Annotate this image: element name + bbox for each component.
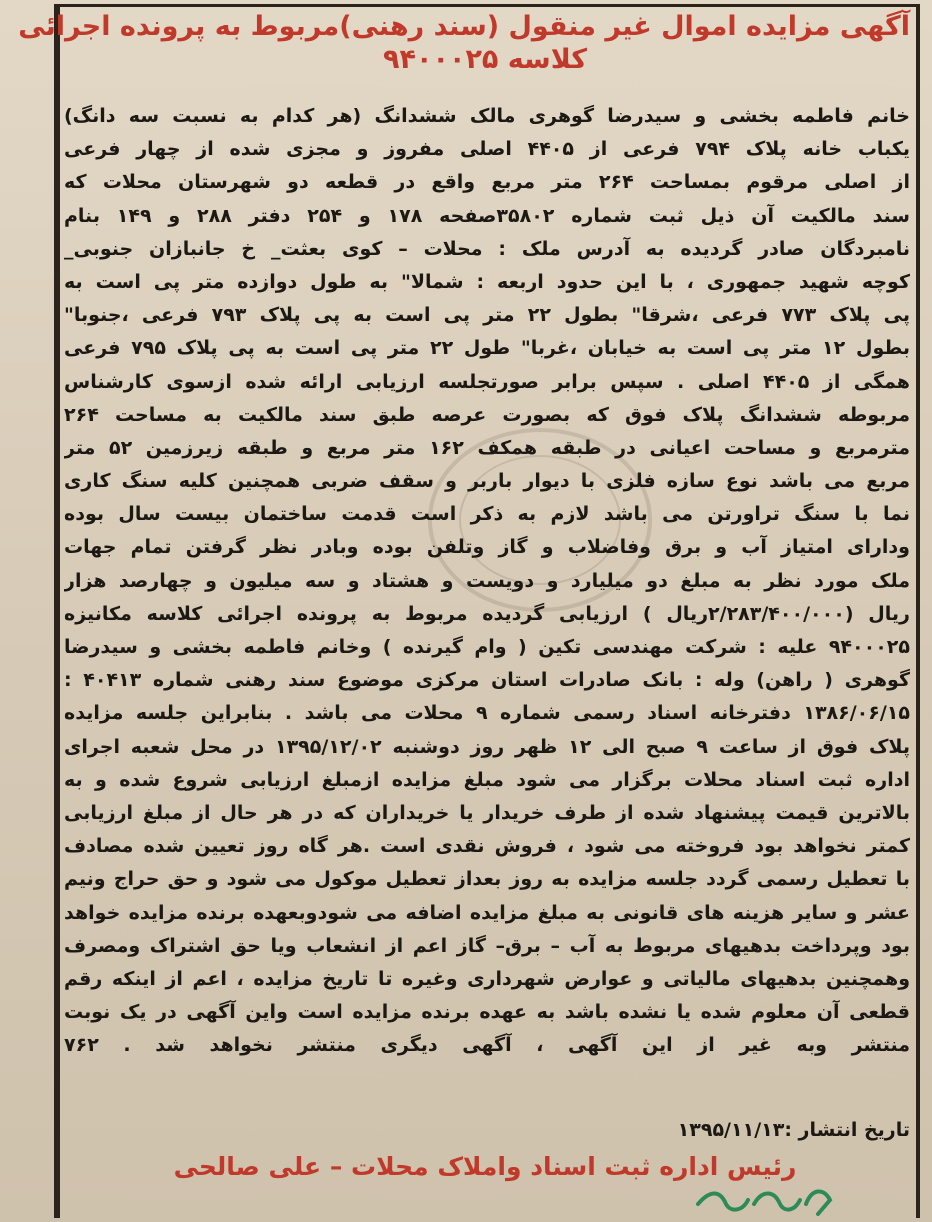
body-line: عشر و سایر هزینه های قانونی به مبلغ مزایده اضافه می شودوبعهده برنده مزایده خواهد [64, 901, 910, 924]
body-line: مترمربع و مساحت اعیانی در طبقه همکف ۱۶۲ متر مربع و طبقه زیرزمین ۵۲ متر [64, 436, 910, 459]
body-line: گوهری ( راهن) وله : بانک صادرات استان مرکزی موضوع سند رهنی شماره ۴۰۴۱۳ : [64, 669, 910, 692]
body-line: قطعی آن معلوم شده یا نشده باشد به عهده برنده مزایده است واین آگهی در یک نوبت [64, 1001, 910, 1024]
body-line: اداره ثبت اسناد محلات برگزار می شود مبلغ مزایده ازمبلغ ارزیابی شروع شده و به [64, 768, 910, 791]
body-line: ۱۳۸۶/۰۶/۱۵ دفترخانه اسناد رسمی شماره ۹ محلات می باشد . بنابراین جلسه مزایده [64, 702, 910, 725]
body-line: ودارای امتیاز آب و برق وفاضلاب و گاز وتلفن بوده وبادر نظر گرفتن تمام جهات [64, 536, 910, 559]
body-line: کمتر نخواهد بود فروخته می شود ، فروش نقدی است .هر گاه روز تعیین شده مصادف [64, 835, 910, 858]
body-line: پی پلاک ۷۷۳ فرعی ،شرقا" بطول ۲۲ متر پی است به پی پلاک ۷۹۳ فرعی ،جنوبا" [64, 304, 910, 327]
body-line: با تعطیل رسمی گردد جلسه مزایده به روز بعداز تعطیل موکول می شود و حق حراج ونیم [64, 868, 910, 891]
notice-body [64, 100, 910, 1062]
body-line: نما با سنگ تراورتن می باشد لازم به ذکر است قدمت ساختمان بیست سال بوده [64, 503, 910, 526]
body-line: مربع می باشد نوع سازه فلزی با دیوار باربر و سقف ضربی همچنین کلیه سنگ کاری [64, 470, 910, 493]
body-line: پلاک فوق از ساعت ۹ صبح الی ۱۲ ظهر روز دوشنبه ۱۳۹۵/۱۲/۰۲ در محل شعبه اجرای [64, 735, 910, 758]
notice-title: آگهی مزایده اموال غیر منقول (سند رهنی)مربوط به پرونده اجرائی [18, 11, 910, 42]
signature-line: رئیس اداره ثبت اسناد واملاک محلات – علی صالحی [173, 1152, 797, 1181]
body-line: منتشر وبه غیر از این آگهی ، آگهی دیگری منتشر نخواهد شد . ۷۶۲ [64, 1034, 910, 1057]
case-number: کلاسه ۹۴۰۰۰۲۵ [383, 44, 587, 75]
body-line: بطول ۱۲ متر پی است به خیابان ،غربا" طول ۲۲ متر پی است به پی پلاک ۷۹۵ فرعی [64, 337, 910, 360]
body-line: همگی از ۴۴۰۵ اصلی . سپس برابر صورتجلسه ارزیابی ارائه شده ازسوی کارشناس [64, 370, 910, 393]
body-line: نامبردگان صادر گردیده به آدرس ملک : محلات – کوی بعثت_ خ جانبازان جنوبی_ [64, 237, 910, 260]
handwritten-number-mark [690, 1160, 840, 1222]
body-line: کوچه شهید جمهوری ، با این حدود اربعه : شمالا" به طول دوازده متر پی است به [64, 270, 910, 293]
body-line: ۹۴۰۰۰۲۵ علیه : شرکت مهندسی تکین ( وام گیرنده ) وخانم فاطمه بخشی و سیدرضا [64, 636, 910, 658]
body-line: ملک مورد نظر به مبلغ دو میلیارد و دویست و هشتاد و سه میلیون و چهارصد هزار [64, 569, 910, 592]
body-line: بود وپرداخت بدهیهای مربوط به آب – برق– گاز اعم از انشعاب ویا حق اشتراک ومصرف [64, 934, 910, 957]
body-line: سند مالکیت آن ذیل ثبت شماره ۳۵۸۰۲صفحه ۱۷۸ و ۲۵۴ دفتر ۲۸۸ و ۱۴۹ بنام [64, 204, 910, 227]
publish-date: تاریخ انتشار :۱۳۹۵/۱۱/۱۳ [677, 1119, 910, 1141]
body-line: ریال (۲/۲۸۳/۴۰۰/۰۰۰ریال ) ارزیابی گردیده مربوط به پرونده اجرائی کلاسه مکانیزه [64, 602, 910, 625]
body-line: یکباب خانه پلاک ۷۹۴ فرعی از ۴۴۰۵ اصلی مفروز و مجزی شده از چهار فرعی [64, 138, 910, 161]
body-line: خانم فاطمه بخشی و سیدرضا گوهری مالک ششدانگ (هر کدام به نسبت سه دانگ) [64, 105, 910, 127]
notice-header [18, 10, 910, 76]
body-line: بالاترین قیمت پیشنهاد شده از طرف خریدار یا خریداران که در هر حال از مبلغ ارزیابی [64, 801, 910, 824]
body-line: وهمچنین بدهیهای مالیاتی و عوارض شهرداری وغیره تا تاریخ مزایده ، اعم از اینکه رقم [64, 967, 910, 990]
body-line: از اصلی مرقوم بمساحت ۲۶۴ متر مربع واقع در قطعه دو شهرستان محلات که [64, 171, 910, 194]
body-line: مربوطه ششدانگ پلاک فوق که بصورت عرصه طبق سند مالکیت به مساحت ۲۶۴ [64, 403, 910, 426]
